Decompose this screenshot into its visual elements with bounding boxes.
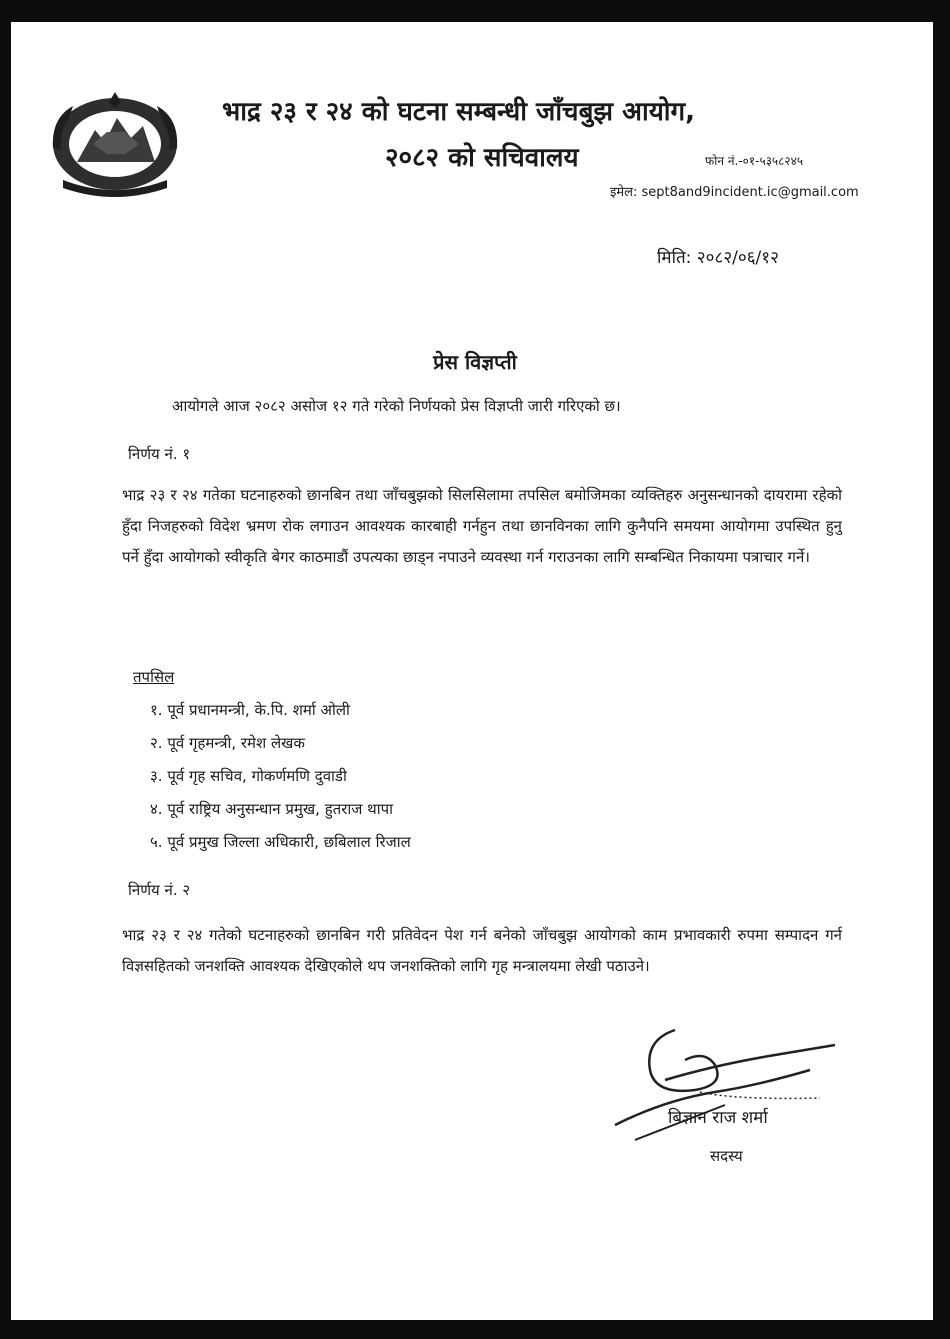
list-item: २. पूर्व गृहमन्त्री, रमेश लेखक bbox=[150, 734, 305, 752]
tapasil-heading: तपसिल bbox=[133, 668, 175, 686]
phone-number: फोन नं.-०१-५३५८२४५ bbox=[705, 154, 804, 168]
office-title-line2: २०८२ को सचिवालय bbox=[385, 143, 579, 173]
list-item: ३. पूर्व गृह सचिव, गोकर्णमणि दुवाडी bbox=[150, 767, 347, 785]
decision-2-text: भाद्र २३ र २४ गतेको घटनाहरुको छानबिन गरी प्रतिवेदन पेश गर्न बनेको जाँचबुझ आयोगको काम प्रभावकारी रुपमा सम्पादन गर्न विज्ञसहितको जनशक्ति आवश्यक देखिएकोले थप जनशक्तिको लागि गृह मन्त्रालयमा लेखी पठाउने। bbox=[122, 926, 842, 975]
email-address: इमेल: sept8and9incident.ic@gmail.com bbox=[610, 185, 859, 200]
issue-date: मिति: २०८२/०६/१२ bbox=[657, 248, 779, 268]
list-item: ५. पूर्व प्रमुख जिल्ला अधिकारी, छबिलाल रिजाल bbox=[150, 833, 411, 851]
nepal-emblem-icon bbox=[43, 88, 187, 198]
list-item: ४. पूर्व राष्ट्रिय अनुसन्धान प्रमुख, हुतराज थापा bbox=[150, 800, 394, 818]
decision-1-text: भाद्र २३ र २४ गतेका घटनाहरुको छानबिन तथा जाँचबुझको सिलसिलामा तपसिल बमोजिमका व्यक्तिहरु अनुसन्धानको दायरामा रहेको हुँदा निजहरुको विदेश भ्रमण रोक लगाउन आवश्यक कारबाही गर्नहुन तथा छानविनका लागि कुनैपनि समयमा आयोगमा उपस्थित हुनु पर्ने हुँदा आयोगको स्वीकृति बेगर काठमाडौं उपत्यका छाड्न नपाउने व्यवस्था गर्न गराउनका लागि सम्बन्धित निकायमा पत्राचार गर्ने। bbox=[122, 486, 842, 566]
press-release-title: प्रेस विज्ञप्ती bbox=[433, 350, 517, 374]
list-item: १. पूर्व प्रधानमन्त्री, के.पि. शर्मा ओली bbox=[150, 701, 350, 719]
decision-2-heading: निर्णय नं. २ bbox=[128, 881, 191, 899]
press-release-intro: आयोगले आज २०८२ असोज १२ गते गरेको निर्णयको प्रेस विज्ञप्ती जारी गरिएको छ। bbox=[172, 397, 621, 415]
signatory-role: सदस्य bbox=[710, 1147, 743, 1165]
tapasil-list bbox=[150, 695, 411, 860]
office-title-line1: भाद्र २३ र २४ को घटना सम्बन्धी जाँचबुझ आयोग, bbox=[222, 97, 696, 127]
signatory-name: बिज्ञान राज शर्मा bbox=[668, 1108, 768, 1128]
decision-1-heading: निर्णय नं. १ bbox=[128, 445, 191, 463]
